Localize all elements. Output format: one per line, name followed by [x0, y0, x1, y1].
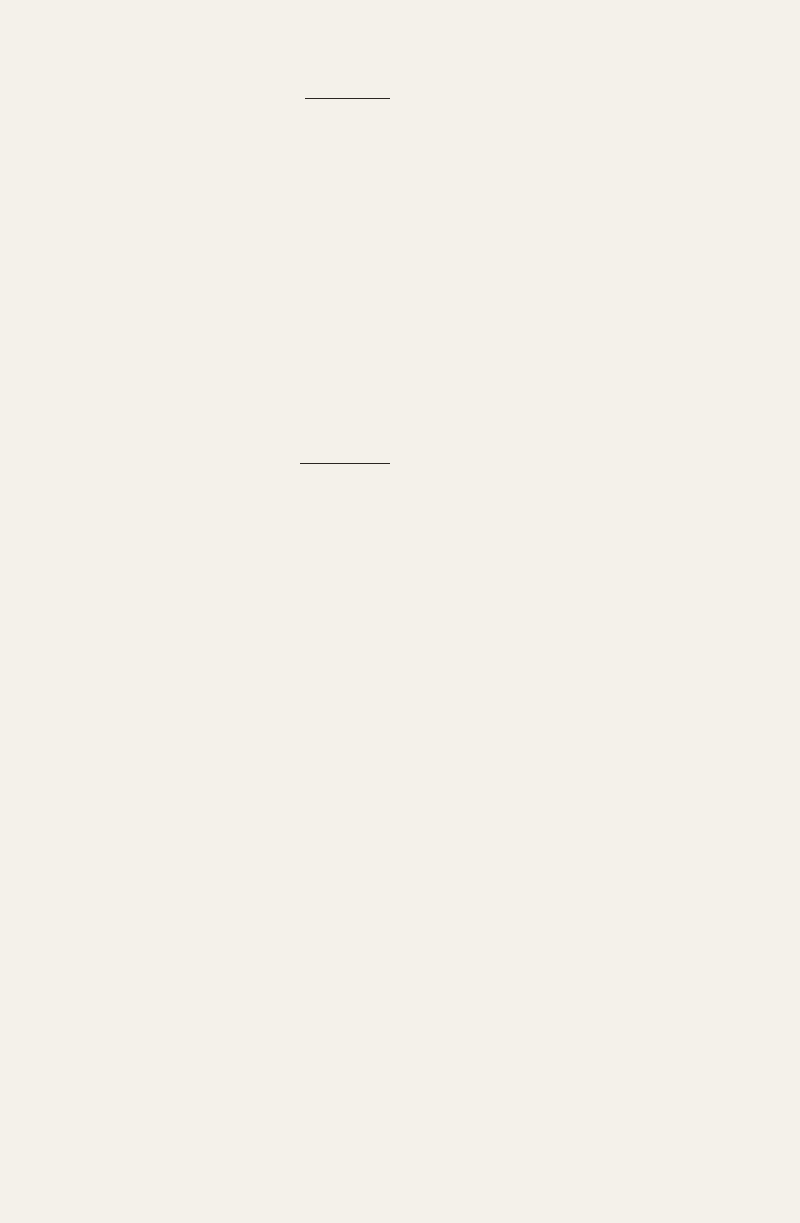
section-divider — [300, 463, 390, 464]
page-number-underline — [305, 98, 390, 99]
